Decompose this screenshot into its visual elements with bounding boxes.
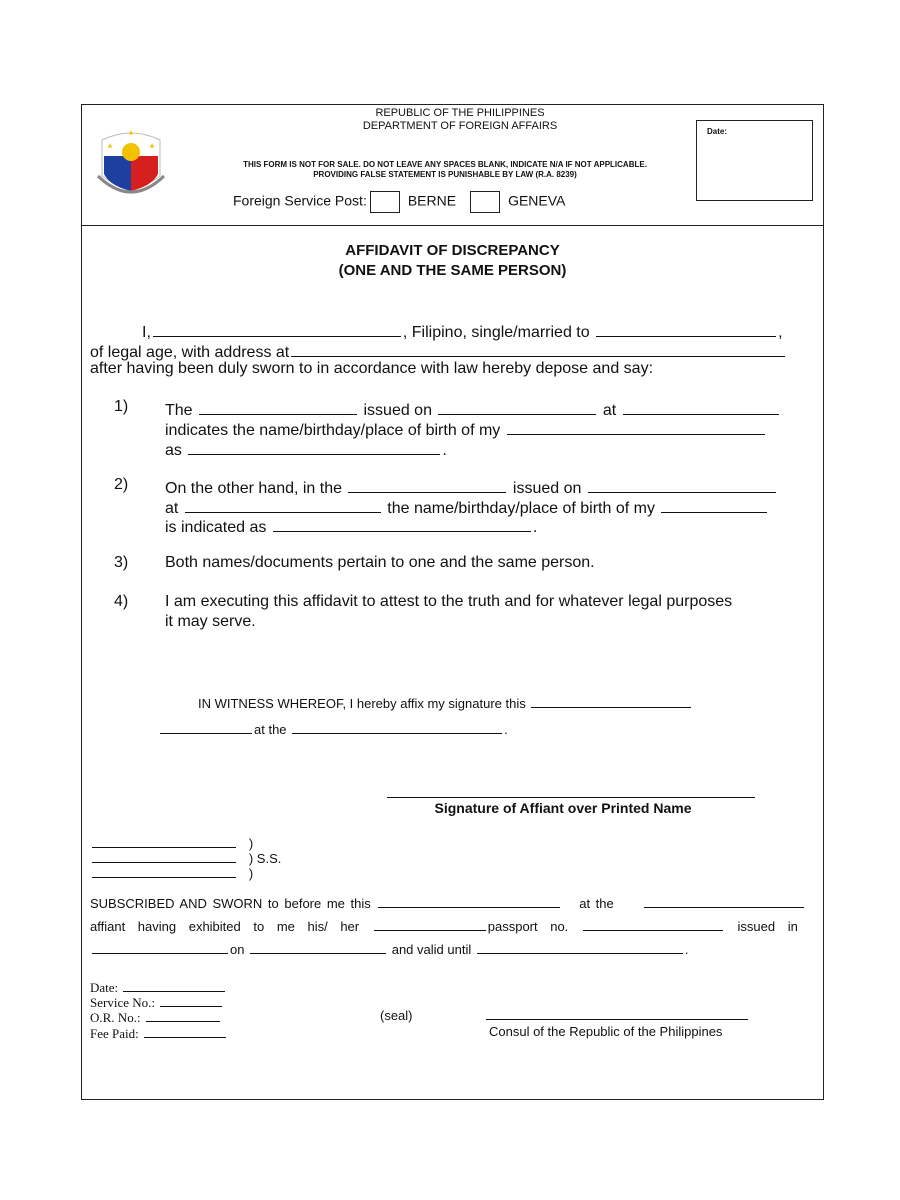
header-republic: REPUBLIC OF THE PHILIPPINES <box>375 107 545 119</box>
item-2-line-1 <box>165 476 778 498</box>
date-box-label: Date: <box>707 127 728 136</box>
item-1-text-e: as <box>165 442 182 459</box>
notice-line-2: PROVIDING FALSE STATEMENT IS PUNISHABLE BY LAW (R.A. 8239) <box>313 170 577 179</box>
item-2-text-c: at <box>165 500 179 517</box>
intro-address: of legal age, with address at <box>90 344 290 361</box>
subscribed-date-blank[interactable] <box>378 894 560 908</box>
issued-in-text: issued in <box>737 919 798 934</box>
item-1-text-c: at <box>602 402 617 419</box>
spouse-blank[interactable] <box>596 320 776 337</box>
intro-filipino: , Filipino, single/married to <box>402 324 590 341</box>
subscribed-period: . <box>684 942 689 957</box>
witness-text: IN WITNESS WHEREOF, I hereby affix my signature this <box>198 696 526 711</box>
affiant-signature-line[interactable] <box>387 797 755 798</box>
date-box[interactable] <box>696 120 813 201</box>
item-4-line-1: I am executing this affidavit to attest to the truth and for whatever legal purposes <box>165 593 733 610</box>
item-2-text-e: is indicated as <box>165 519 267 536</box>
item-1-text-d: indicates the name/birthday/place of birth of my <box>165 422 501 439</box>
item-1-place-blank[interactable] <box>623 398 779 415</box>
item-1-detail-blank[interactable] <box>507 418 765 435</box>
item-2-place-blank[interactable] <box>185 496 381 513</box>
item-2-text-a: On the other hand, in the <box>165 480 343 497</box>
passport-no-blank[interactable] <box>583 917 723 931</box>
witness-date-blank[interactable] <box>531 694 691 708</box>
issued-date-blank[interactable] <box>250 940 386 954</box>
berne-checkbox[interactable] <box>370 191 400 213</box>
item-2-indicated-blank[interactable] <box>273 515 531 532</box>
item-4-line-2: it may serve. <box>165 613 256 630</box>
seal-label: (seal) <box>380 1008 413 1023</box>
footer-or-label: O.R. No.: <box>90 1010 141 1025</box>
subscribed-line-3 <box>90 940 688 957</box>
ss-paren-3: ) <box>248 866 254 881</box>
footer-service-label: Service No.: <box>90 995 155 1010</box>
header-department: DEPARTMENT OF FOREIGN AFFAIRS <box>362 120 558 132</box>
witness-line-1 <box>198 694 693 711</box>
consul-signature-line[interactable] <box>486 1019 748 1020</box>
intro-line-1 <box>142 320 783 342</box>
witness-day-blank[interactable] <box>160 720 252 734</box>
ss-blank-3[interactable] <box>92 864 236 878</box>
name-blank[interactable] <box>153 320 401 337</box>
on-text: on <box>230 942 245 957</box>
ss-blank-2[interactable] <box>92 849 236 863</box>
subscribed-place-blank[interactable] <box>644 894 804 908</box>
item-1-as-blank[interactable] <box>188 438 440 455</box>
geneva-label: GENEVA <box>508 192 566 209</box>
subscribed-line-1 <box>90 894 806 911</box>
item-1-document-blank[interactable] <box>199 398 357 415</box>
item-1-line-2 <box>165 418 767 440</box>
intro-line-3: after having been duly sworn to in accordance with law hereby depose and say: <box>90 360 654 377</box>
witness-place-blank[interactable] <box>292 720 502 734</box>
document-blank[interactable] <box>374 917 486 931</box>
intro-line-2 <box>90 340 787 362</box>
item-2-text-d: the name/birthday/place of birth of my <box>387 500 655 517</box>
intro-comma: , <box>778 324 783 341</box>
item-1-date-blank[interactable] <box>438 398 596 415</box>
item-2-line-3 <box>165 515 537 537</box>
consul-label: Consul of the Republic of the Philippines <box>489 1024 723 1039</box>
witness-period: . <box>504 722 508 737</box>
item-2-text-b: issued on <box>512 480 582 497</box>
item-1-number: 1) <box>114 398 129 415</box>
valid-until-blank[interactable] <box>477 940 683 954</box>
intro-i: I, <box>142 324 151 341</box>
geneva-checkbox[interactable] <box>470 191 500 213</box>
valid-until-text: and valid until <box>391 942 472 957</box>
title-line-1: AFFIDAVIT OF DISCREPANCY <box>345 242 560 259</box>
subscribed-at-the: at the <box>579 896 614 911</box>
header-divider <box>81 225 824 226</box>
passport-no-text: passport no. <box>487 919 569 934</box>
item-1-text-a: The <box>165 402 193 419</box>
footer-fee-paid <box>90 1024 228 1042</box>
footer-fee-blank[interactable] <box>144 1024 226 1038</box>
post-label: Foreign Service Post: <box>233 192 367 209</box>
item-2-detail-blank[interactable] <box>661 496 767 513</box>
item-1-period: . <box>442 442 447 459</box>
item-2-date-blank[interactable] <box>588 476 776 493</box>
ss-blank-1[interactable] <box>92 834 236 848</box>
witness-at-the: at the <box>254 722 287 737</box>
item-3-number: 3) <box>114 554 129 571</box>
witness-line-2 <box>158 720 508 737</box>
item-2-document-blank[interactable] <box>348 476 506 493</box>
item-3-text: Both names/documents pertain to one and the same person. <box>165 554 595 571</box>
ss-paren-1: ) <box>248 836 254 851</box>
item-4-number: 4) <box>114 593 129 610</box>
berne-label: BERNE <box>407 192 457 209</box>
item-2-period: . <box>532 519 538 536</box>
item-2-number: 2) <box>114 476 129 493</box>
ss-label: ) S.S. <box>248 851 282 866</box>
issued-place-blank[interactable] <box>92 940 228 954</box>
affiant-exhibited-text: affiant having exhibited to me his/ her <box>90 919 360 934</box>
footer-fee-label: Fee Paid: <box>90 1026 139 1041</box>
item-1-line-3 <box>165 438 447 460</box>
title-line-2: (ONE AND THE SAME PERSON) <box>338 262 567 279</box>
footer-service-blank[interactable] <box>160 993 222 1007</box>
item-1-line-1 <box>165 398 781 420</box>
address-blank[interactable] <box>291 340 785 357</box>
foreign-service-post <box>233 191 565 213</box>
philippine-seal-logo <box>90 126 172 206</box>
item-1-text-b: issued on <box>363 402 432 419</box>
footer-date-blank[interactable] <box>123 978 225 992</box>
footer-date-label: Date: <box>90 980 119 995</box>
subscribed-text: SUBSCRIBED AND SWORN to before me this <box>90 896 371 911</box>
notice-line-1: THIS FORM IS NOT FOR SALE. DO NOT LEAVE ANY SPACES BLANK, INDICATE N/A IF NOT APPLICABLE. <box>243 160 647 169</box>
subscribed-line-2 <box>90 917 798 934</box>
affiant-signature-label: Signature of Affiant over Printed Name <box>434 800 692 816</box>
footer-or-blank[interactable] <box>146 1008 220 1022</box>
ss-line-3 <box>90 864 253 881</box>
